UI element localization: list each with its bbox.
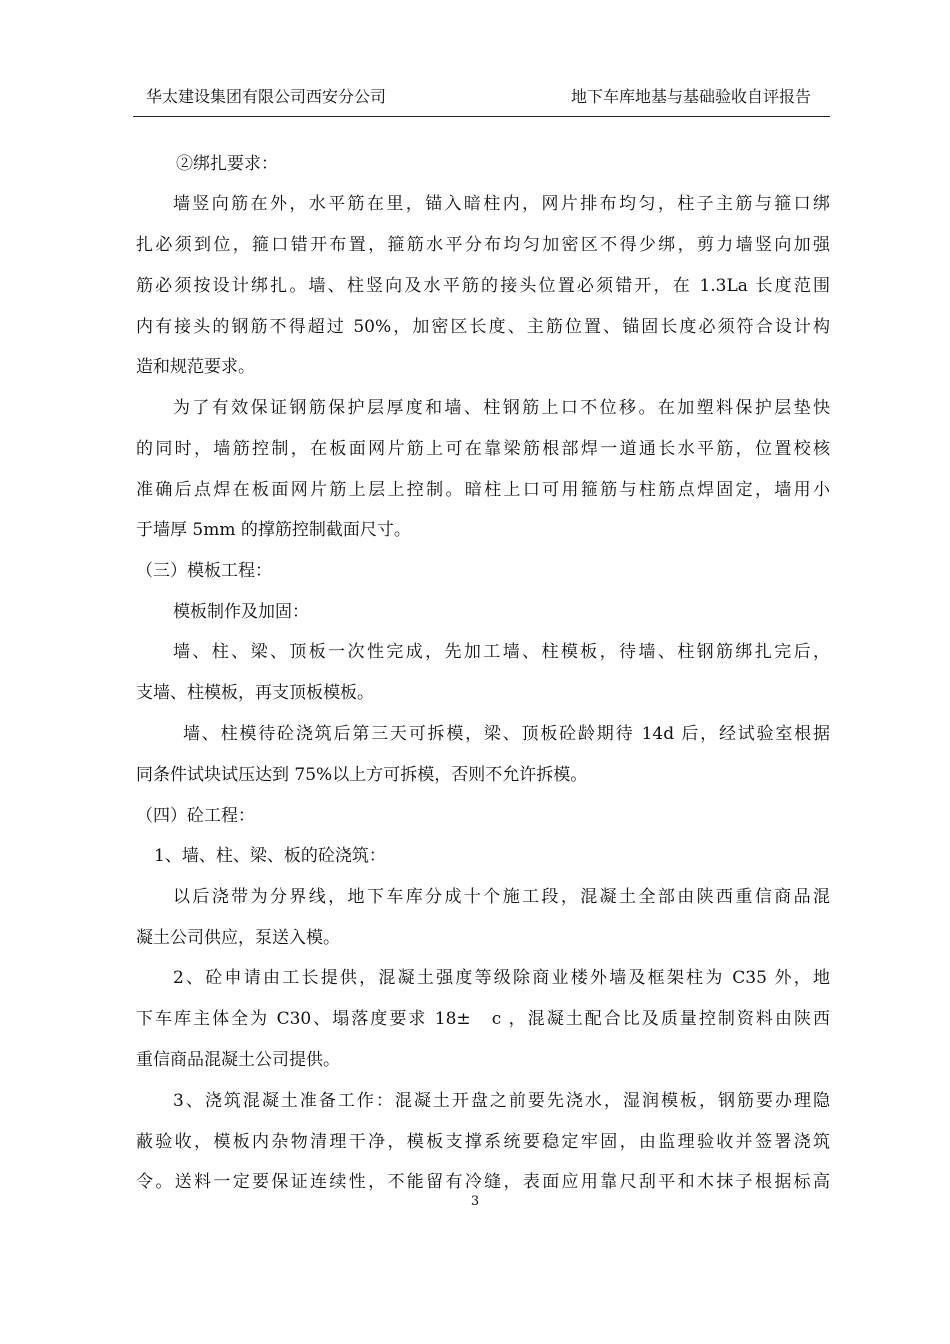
text-line: 以后浇带为分界线，地下车库分成十个施工段，混凝土全部由陕西重信商品混: [173, 887, 830, 907]
text-line: 下车库主体全为 C30、塌落度要求 18± c ，混凝土配合比及质量控制资料由陕西: [136, 1009, 830, 1029]
text-line: 的同时，墙筋控制，在板面网片筋上可在靠梁筋根部焊一道通长水平筋，位置校核: [136, 439, 830, 459]
text-line: 3、浇筑混凝土准备工作：混凝土开盘之前要先浇水，湿润模板，钢筋要办理隐: [173, 1091, 830, 1111]
text-line: 2、砼申请由工长提供，混凝土强度等级除商业楼外墙及框架柱为 C35 外，地: [173, 968, 830, 988]
text-line: ②绑扎要求：: [176, 154, 278, 174]
text-line: 墙、柱、梁、顶板一次性完成，先加工墙、柱模板，待墙、柱钢筋绑扎完后，: [173, 642, 830, 662]
text-line: 重信商品混凝土公司提供。: [136, 1050, 340, 1070]
header-rule: [133, 116, 830, 117]
text-line: 内有接头的钢筋不得超过 50%，加密区长度、主筋位置、锚固长度必须符合设计构: [136, 317, 830, 337]
text-line: 墙竖向筋在外，水平筋在里，锚入暗柱内，网片排布均匀，柱子主筋与箍口绑: [173, 194, 830, 214]
section-heading: （四）砼工程：: [136, 806, 255, 826]
text-line: 令。送料一定要保证连续性，不能留有冷缝，表面应用靠尺刮平和木抹子根据标高: [136, 1172, 830, 1192]
text-line: 于墙厚 5mm 的撑筋控制截面尺寸。: [136, 520, 411, 540]
page-number: 3: [470, 1194, 480, 1209]
text-line: 同条件试块试压达到 75%以上方可拆模，否则不允许拆模。: [136, 765, 588, 785]
header-report-title: 地下车库地基与基础验收自评报告: [570, 87, 811, 106]
text-line: 造和规范要求。: [136, 357, 255, 377]
text-line: 支墙、柱模板，再支顶板模板。: [136, 683, 374, 703]
header-company: 华太建设集团有限公司西安分公司: [146, 87, 387, 106]
text-line: 扎必须到位，箍口错开布置，箍筋水平分布均匀加密区不得少绑，剪力墙竖向加强: [136, 235, 830, 255]
text-line: 为了有效保证钢筋保护层厚度和墙、柱钢筋上口不位移。在加塑料保护层垫快: [173, 398, 830, 418]
text-line: 蔽验收，模板内杂物清理干净，模板支撑系统要稳定牢固，由监理验收并签署浇筑: [136, 1132, 830, 1152]
text-line: 凝土公司供应，泵送入模。: [136, 928, 340, 948]
text-line: 筋必须按设计绑扎。墙、柱竖向及水平筋的接头位置必须错开，在 1.3La 长度范围: [136, 276, 830, 296]
page-header: [136, 84, 829, 106]
text-line: 1、墙、柱、梁、板的砼浇筑：: [154, 846, 386, 866]
text-line: 模板制作及加固：: [173, 602, 309, 622]
section-heading: （三）模板工程：: [136, 561, 272, 581]
text-line: 墙、柱模待砼浇筑后第三天可拆模，梁、顶板砼龄期待 14d 后，经试验室根据: [183, 724, 830, 744]
text-line: 准确后点焊在板面网片筋上层上控制。暗柱上口可用箍筋与柱筋点焊固定，墙用小: [136, 480, 830, 500]
